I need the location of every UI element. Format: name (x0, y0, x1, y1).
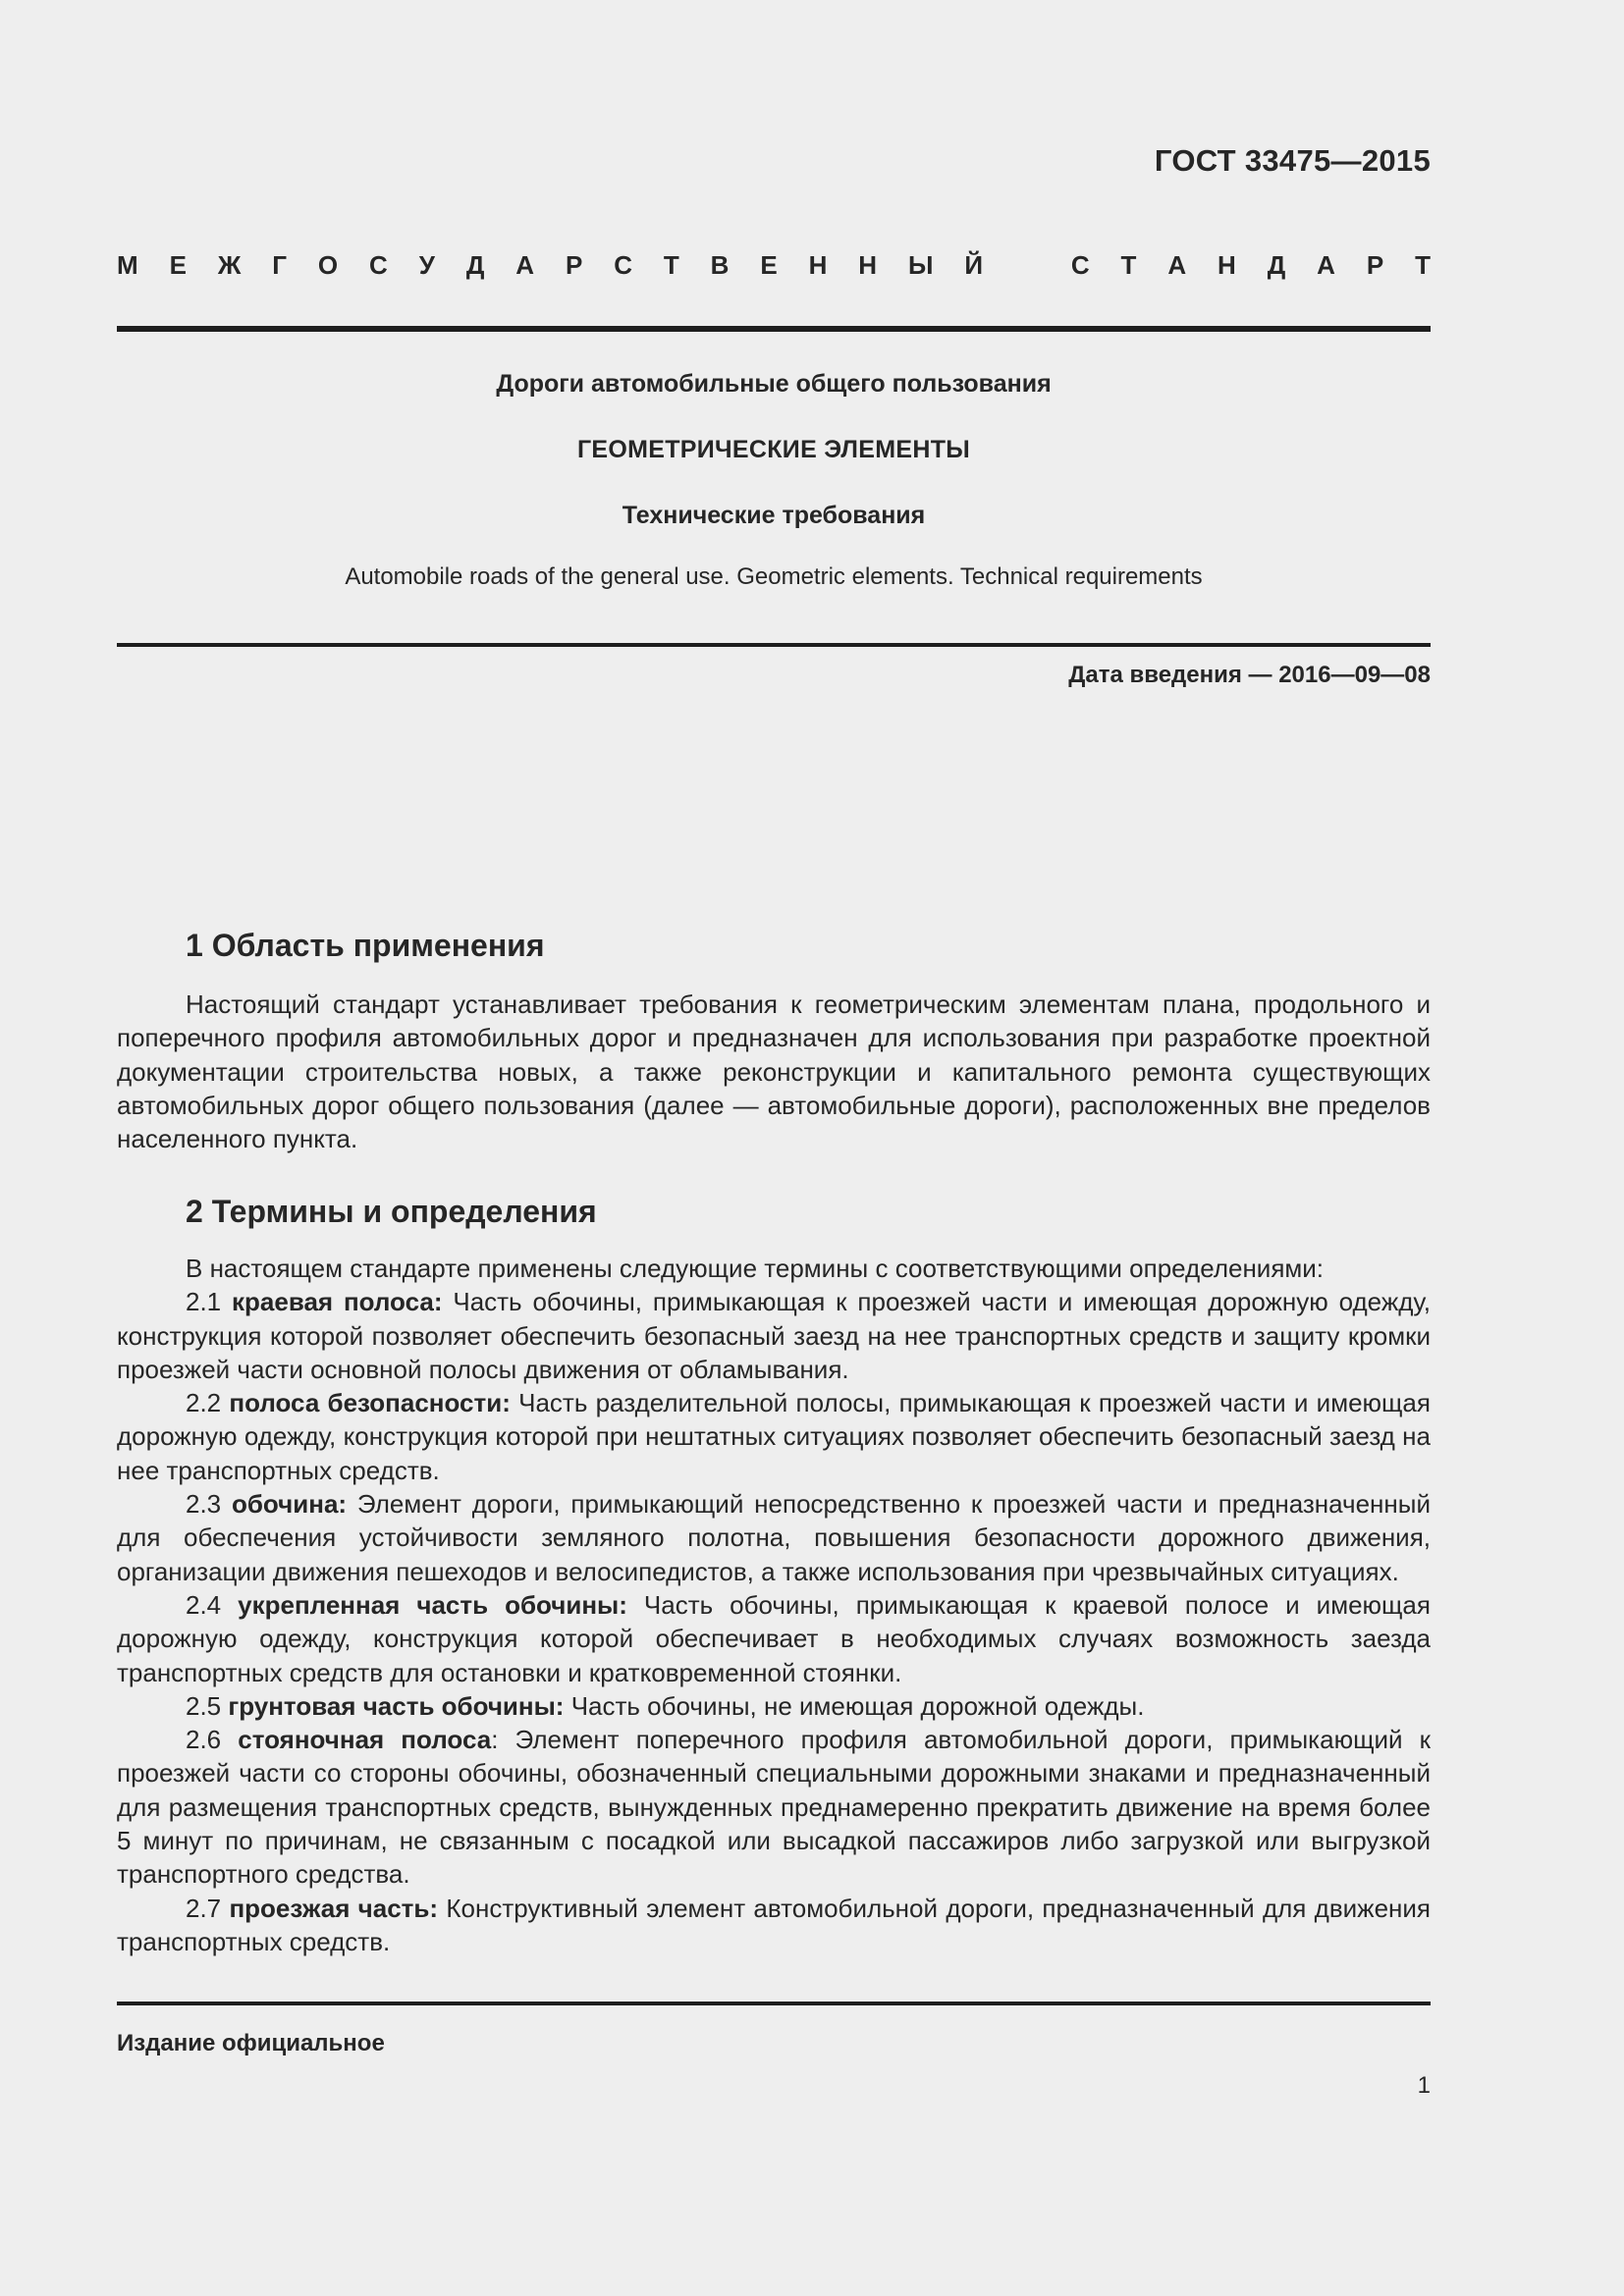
term-definition: Часть обочины, примыкающая к проезжей части и имеющая дорожную одежду, конструкция которой позволяет обеспечить безопасный заезд на нее транспортных средств и защиту кромки проезжей части основной полосы движения от обламывания. (117, 1287, 1432, 1384)
page-number: 1 (1417, 2072, 1431, 2099)
term-definition: Часть обочины, примыкающая к краевой полосе и имеющая дорожную одежду, конструкция которой обеспечивает в необходимых случаях возможность заезда транспортных средств для остановки и кратковременной стоянки. (117, 1589, 1431, 1687)
standard-type-letter: Е (169, 250, 187, 280)
standard-type-letter: О (317, 250, 339, 280)
standard-type-letter: Й (964, 250, 984, 280)
standard-type-letter: Н (808, 250, 828, 280)
term-definition: Конструктивный элемент автомобильной дороги, предназначенный для движения транспортных средств. (117, 1893, 1431, 1956)
term-name: полоса безопасности: (229, 1388, 511, 1418)
paragraph: В настоящем стандарте применены следующие термины с соответствующими определениями: (186, 1254, 1325, 1283)
standard-type-letter: В (710, 250, 730, 280)
section-body (117, 988, 1431, 1155)
term-entry (117, 1487, 1431, 1588)
term-entry (117, 1588, 1431, 1689)
standard-type-letter: Р (1366, 250, 1384, 280)
term-name: проезжая часть: (229, 1893, 439, 1923)
term-name: стояночная полоса (238, 1725, 492, 1755)
term-number: 2.6 (186, 1725, 222, 1755)
term-number: 2.3 (186, 1489, 222, 1520)
standard-type-letter: А (1317, 250, 1335, 280)
standard-type-letter: Ж (217, 250, 242, 280)
standard-type-letter: Д (1267, 250, 1286, 280)
top-rule (117, 326, 1431, 332)
standard-type-letter: С (369, 250, 388, 280)
standard-type-letter: Р (565, 250, 583, 280)
standard-type-letter: У (418, 250, 435, 280)
document-code: ГОСТ 33475—2015 (1154, 143, 1431, 178)
term-definition: Элемент дороги, примыкающий непосредственно к проезжей части и предназначенный для обеспечения устойчивости земляного полотна, повышения безопасности дорожного движения, организации движения пешеходов и велосипедистов, а также использования при чрезвычайных ситуациях. (117, 1489, 1431, 1586)
term-entry (117, 1723, 1431, 1891)
standard-type-letter: Д (465, 250, 485, 280)
term-entry (117, 1386, 1431, 1487)
document-title: Дороги автомобильные общего пользования (496, 370, 1052, 398)
standard-type-letter: Т (663, 250, 679, 280)
english-title: Automobile roads of the general use. Geometric elements. Technical requirements (345, 563, 1203, 590)
term-entry (117, 1285, 1431, 1386)
section-heading: 1 Область применения (186, 928, 545, 963)
standard-type-letter: М (117, 250, 138, 280)
term-definition: Часть обочины, не имеющая дорожной одежды. (570, 1690, 1145, 1721)
standard-type-letter: Т (1120, 250, 1137, 280)
term-entry (117, 1892, 1431, 1959)
document-page (117, 0, 1431, 2296)
standard-type-letter: С (1070, 250, 1090, 280)
paragraph: Настоящий стандарт устанавливает требования к геометрическим элементам плана, продольного и поперечного профиля автомобильных дорог и предназначен для использования при разработке проектной документации строительства новых, а также реконструкции и капитального ремонта существующих автомобильных дорог общего пользования (далее — автомобильные дороги), расположенных вне пределов населенного пункта. (117, 989, 1431, 1154)
standard-type-letter: Т (1415, 250, 1431, 280)
standard-type-heading (117, 250, 1431, 281)
footer-rule (117, 2002, 1431, 2005)
term-name: краевая полоса: (232, 1287, 443, 1317)
title-rule (117, 643, 1431, 647)
term-name: укрепленная часть обочины: (238, 1589, 627, 1620)
standard-type-letter: Н (858, 250, 878, 280)
section-heading: 2 Термины и определения (186, 1194, 597, 1229)
term-number: 2.2 (186, 1388, 222, 1418)
term-number: 2.7 (186, 1893, 222, 1923)
introduction-date: Дата введения — 2016—09—08 (1068, 662, 1431, 688)
document-subtitle: ГЕОМЕТРИЧЕСКИЕ ЭЛЕМЕНТЫ (576, 436, 971, 463)
edition-label: Издание официальное (117, 2030, 385, 2056)
document-subtitle-2: Технические требования (622, 502, 926, 529)
term-number: 2.5 (186, 1690, 222, 1721)
term-definition: : Элемент поперечного профиля автомобильной дороги, примыкающий к проезжей части со стороны обочины, обозначенный специальными дорожными знаками и предназначенный для размещения транспортных средств, вынужденных преднамеренно прекратить движение на время более 5 минут по причинам, не связанным с посадкой или высадкой пассажиров либо загрузкой или выгрузкой транспортного средства. (117, 1725, 1431, 1890)
term-name: грунтовая часть обочины: (228, 1690, 565, 1721)
term-definition: Часть разделительной полосы, примыкающая к проезжей части и имеющая дорожную одежду, конструкция которой при нештатных ситуациях позволяет обеспечить безопасный заезд на нее транспортных средств. (117, 1388, 1431, 1485)
standard-type-letter: Г (272, 250, 287, 280)
term-name: обочина: (231, 1489, 348, 1520)
term-number: 2.4 (186, 1589, 222, 1620)
word-gap (1014, 250, 1040, 281)
standard-type-letter: Н (1218, 250, 1236, 280)
standard-type-letter: Ы (907, 250, 934, 280)
standard-type-letter: Е (760, 250, 778, 280)
standard-type-letter: А (515, 250, 535, 280)
standard-type-letter: С (614, 250, 632, 280)
term-entry (117, 1689, 1431, 1723)
term-number: 2.1 (186, 1287, 222, 1317)
standard-type-letter: А (1167, 250, 1187, 280)
terms-list (117, 1252, 1431, 1958)
